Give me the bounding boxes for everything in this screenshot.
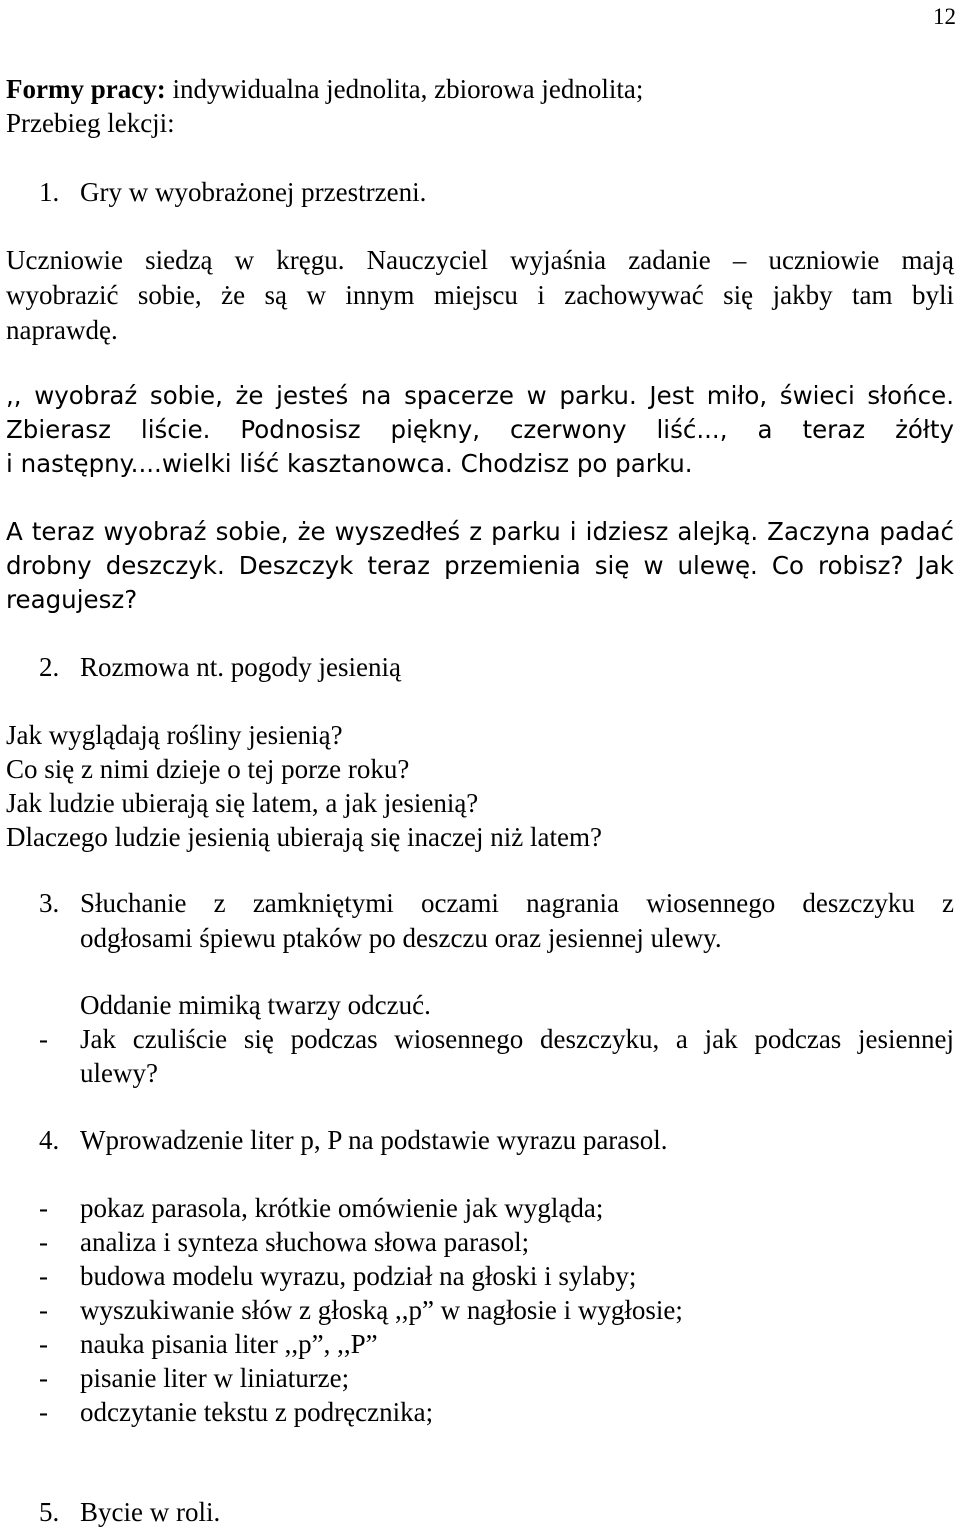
forms-label: Formy pracy: [6,74,166,104]
section1-number: 1. [39,177,60,207]
story1-line-2: Zbierasz liście. Podnosisz piękny, czerwony liść..., a teraz żółty [6,415,954,444]
section4-dash-1: - [39,1193,48,1223]
section4-dash-2: - [39,1227,48,1257]
section3-title-line-1: Słuchanie z zamkniętymi oczami nagrania wiosennego deszczyku z [80,888,954,918]
section4-dash-4: - [39,1295,48,1325]
section4-dash-6: - [39,1363,48,1393]
story1-line-1: ,, wyobraź sobie, że jesteś na spacerze w parku. Jest miło, świeci słońce. [6,381,954,410]
section4-item-6: pisanie liter w liniaturze; [80,1363,350,1393]
story2-line-1: A teraz wyobraź sobie, że wyszedłeś z parku i idziesz alejką. Zaczyna padać [6,517,954,546]
section3-question-line-1: Jak czuliście się podczas wiosennego deszczyku, a jak podczas jesiennej [80,1024,954,1054]
section3-number: 3. [39,888,60,918]
section4-item-2: analiza i synteza słuchowa słowa parasol; [80,1227,530,1257]
section3-task: Oddanie mimiką twarzy odczuć. [80,990,431,1020]
section4-item-7: odczytanie tekstu z podręcznika; [80,1397,434,1427]
section4-dash-7: - [39,1397,48,1427]
forms-text: indywidualna jednolita, zbiorowa jednolita; [165,74,644,104]
section4-item-3: budowa modelu wyrazu, podział na głoski i sylaby; [80,1261,637,1291]
section5-number: 5. [39,1497,60,1527]
section2-question-4: Dlaczego ludzie jesienią ubierają się inaczej niż latem? [6,822,602,852]
story1-line-3: i następny....wielki liść kasztanowca. Chodzisz po parku. [6,449,693,478]
section3-title-line-2: odgłosami śpiewu ptaków po deszczu oraz jesiennej ulewy. [80,923,722,953]
section4-dash-5: - [39,1329,48,1359]
section3-dash: - [39,1024,48,1054]
section2-title: Rozmowa nt. pogody jesienią [80,652,401,682]
section2-question-3: Jak ludzie ubierają się latem, a jak jesienią? [6,788,479,818]
section4-title: Wprowadzenie liter p, P na podstawie wyrazu parasol. [80,1125,668,1155]
section4-dash-3: - [39,1261,48,1291]
page-number: 12 [933,4,956,29]
story2-line-2: drobny deszczyk. Deszczyk teraz przemienia się w ulewę. Co robisz? Jak [6,551,954,580]
forms-line [6,72,643,106]
section2-question-1: Jak wyglądają rośliny jesienią? [6,720,343,750]
section1-title: Gry w wyobrażonej przestrzeni. [80,177,427,207]
section3-question-line-2: ulewy? [80,1058,158,1088]
progress-heading: Przebieg lekcji: [6,108,175,138]
section1-intro-line-2: wyobrazić sobie, że są w innym miejscu i zachowywać się jakby tam byli [6,280,954,310]
section1-intro-line-3: naprawdę. [6,315,118,345]
story2-line-3: reagujesz? [6,585,138,614]
section5-title: Bycie w roli. [80,1497,221,1527]
section2-number: 2. [39,652,60,682]
section2-question-2: Co się z nimi dzieje o tej porze roku? [6,754,410,784]
section4-item-1: pokaz parasola, krótkie omówienie jak wygląda; [80,1193,604,1223]
section4-item-5: nauka pisania liter ,,p”, ,,P” [80,1329,378,1359]
section4-item-4: wyszukiwanie słów z głoską ,,p” w nagłosie i wygłosie; [80,1295,683,1325]
section4-number: 4. [39,1125,60,1155]
section1-intro-line-1: Uczniowie siedzą w kręgu. Nauczyciel wyjaśnia zadanie – uczniowie mają [6,245,954,275]
